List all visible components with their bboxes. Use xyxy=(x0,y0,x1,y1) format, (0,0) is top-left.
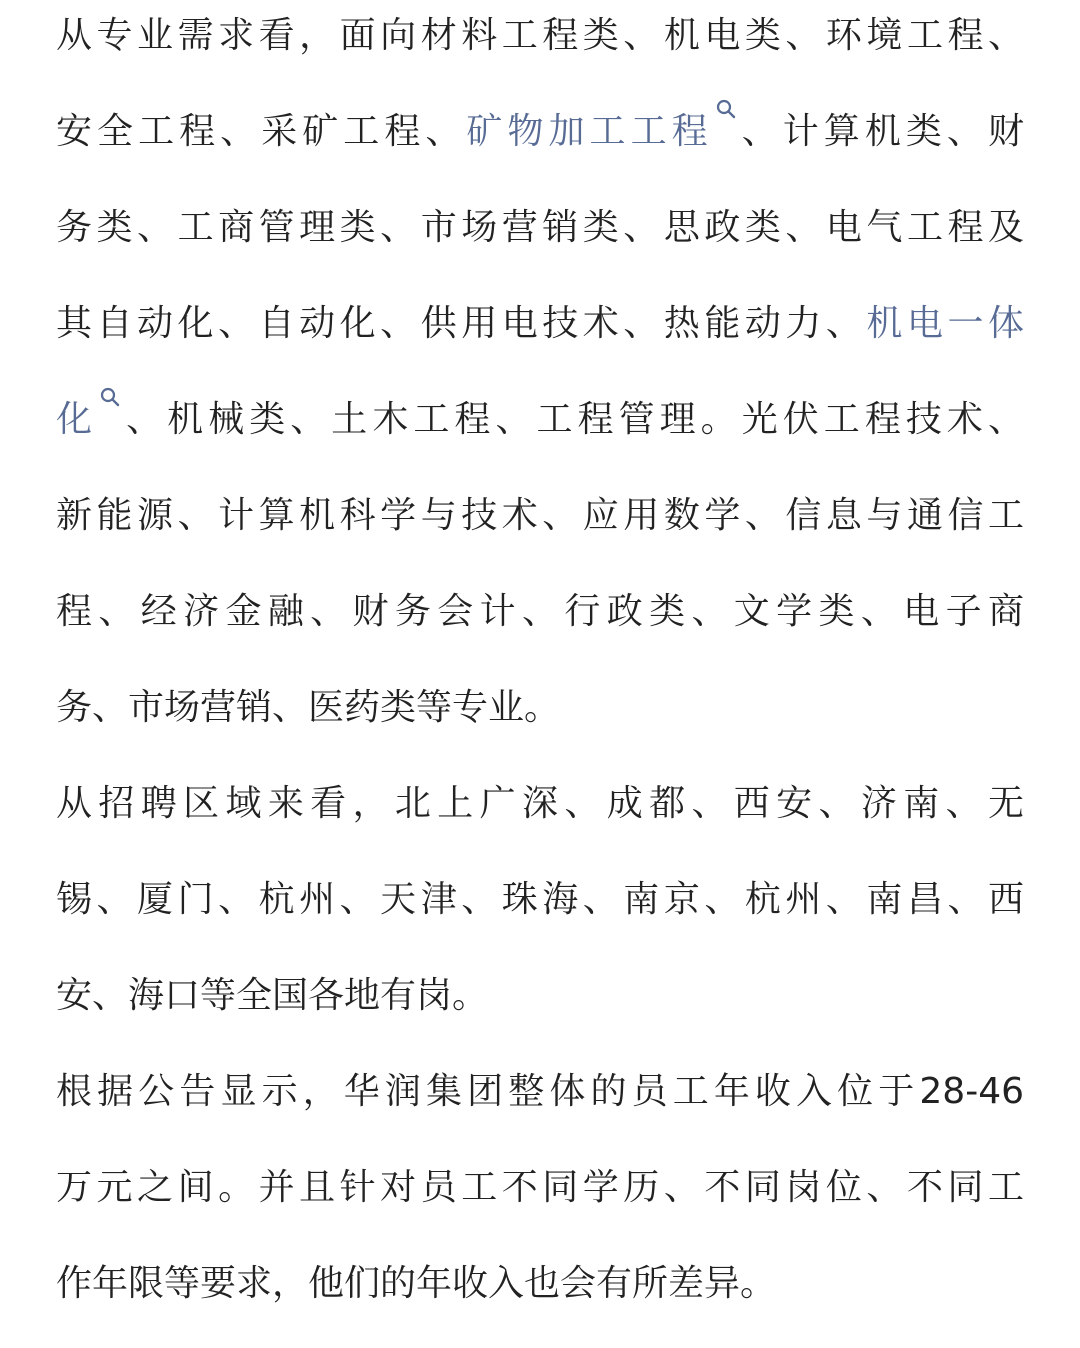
paragraph-line xyxy=(56,102,1024,162)
keyword-link-mineral-processing[interactable] xyxy=(466,111,736,152)
paragraph-line: 根据公告显示，华润集团整体的员工年收入位于28-46 xyxy=(56,1071,1024,1112)
paragraph-line: 务类、工商管理类、市场营销类、思政类、电气工程及 xyxy=(56,207,1024,248)
paragraph-line: 程、经济金融、财务会计、行政类、文学类、电子商 xyxy=(56,591,1024,632)
paragraph-line: 万元之间。并且针对员工不同学历、不同岗位、不同工 xyxy=(56,1167,1024,1208)
keyword-link-label: 矿物加工工程 xyxy=(466,111,713,152)
paragraph-line: 从招聘区域来看，北上广深、成都、西安、济南、无 xyxy=(56,783,1024,824)
paragraph-line: 作年限等要求，他们的年收入也会有所差异。 xyxy=(56,1263,777,1304)
line-text: 其自动化、自动化、供用电技术、热能动力、 xyxy=(56,303,867,344)
keyword-link-mechatronics[interactable]: 机电一体 xyxy=(866,303,1024,344)
keyword-link-mechatronics-end[interactable] xyxy=(56,399,121,440)
paragraph-line: 新能源、计算机科学与技术、应用数学、信息与通信工 xyxy=(56,495,1024,536)
paragraph-line: 锡、厦门、杭州、天津、珠海、南京、杭州、南昌、西 xyxy=(56,879,1024,920)
line-text: 、计算机类、财 xyxy=(736,111,1024,152)
paragraph-line: 从专业需求看，面向材料工程类、机电类、环境工程、 xyxy=(56,15,1024,56)
search-icon xyxy=(99,386,121,416)
paragraph-line xyxy=(56,294,1024,354)
paragraph-line: 务、市场营销、医药类等专业。 xyxy=(56,687,561,728)
paragraph-line xyxy=(56,390,1024,450)
keyword-link-label: 化 xyxy=(56,399,98,440)
line-text: 安全工程、采矿工程、 xyxy=(56,111,467,152)
paragraph-line: 安、海口等全国各地有岗。 xyxy=(56,975,489,1016)
line-text: 、机械类、土木工程、工程管理。光伏工程技术、 xyxy=(121,399,1024,440)
search-icon xyxy=(715,98,737,128)
